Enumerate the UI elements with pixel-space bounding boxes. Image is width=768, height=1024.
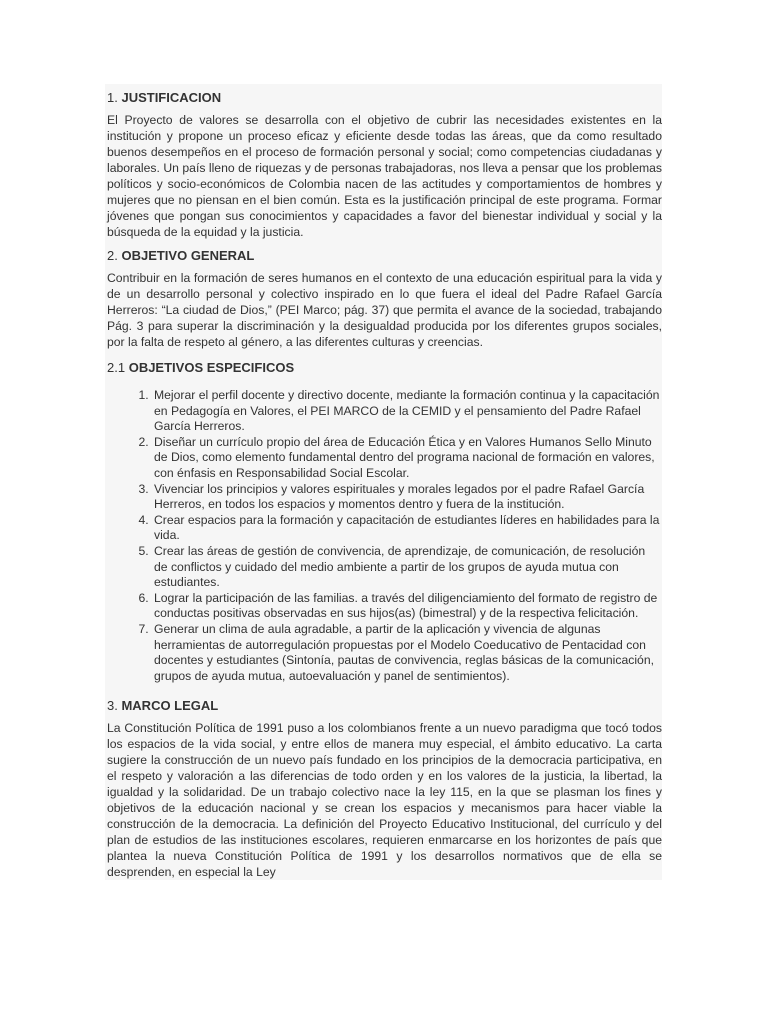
section-number: 3. <box>107 698 118 714</box>
section-title: MARCO LEGAL <box>121 698 219 714</box>
section-number: 1. <box>107 90 118 105</box>
list-item: 2. Diseñar un currículo propio del área de Educación Ética y en Valores Humanos Sello Minuto de Dios, como elemento fundamental dentro del programa nacional de formación en valores, con énfasis en Responsabilidad Social Escolar. <box>152 435 662 482</box>
list-item: 6. Lograr la participación de las familias. a través del diligenciamiento del formato de registro de conductas positivas observadas en sus hijos(as) (bimestral) y de la respectiva felicitación. <box>152 591 662 622</box>
list-item: 5. Crear las áreas de gestión de convivencia, de aprendizaje, de comunicación, de resolución de conflictos y cuidado del medio ambiente a partir de los grupos de ayuda mutua con estudiantes. <box>152 544 662 591</box>
justificacion-paragraph: El Proyecto de valores se desarrolla con el objetivo de cubrir las necesidades existentes en la institución y propone un proceso eficaz y eficiente desde todas las áreas, que da como resultado buenos desempeños en el proceso de formación personal y social; como competencias ciudadanas y laborales. Un país lleno de riquezas y de personas trabajadoras, nos lleva a pensar que los problemas políticos y socio-económicos de Colombia nacen de las actitudes y comportamientos de hombres y mujeres que no piensan en el bien común. Esta es la justificación principal de este programa. Formar jóvenes que pongan sus conocimientos y capacidades a favor del bienestar individual y social y la búsqueda de la equidad y la justicia. <box>107 113 662 239</box>
section-heading-objetivo-general <box>107 248 662 264</box>
section-number: 2. <box>107 248 118 263</box>
section-heading-objetivos-especificos <box>107 360 662 376</box>
list-item: 1. Mejorar el perfil docente y directivo docente, mediante la formación continua y la capacitación en Pedagogía en Valores, el PEI MARCO de la CEMID y el pensamiento del Padre Rafael García Herreros. <box>152 388 662 435</box>
section-heading-justificacion <box>107 90 662 106</box>
section-heading-marco-legal <box>107 698 662 714</box>
list-item: 4. Crear espacios para la formación y capacitación de estudiantes líderes en habilidades para la vida. <box>152 513 662 544</box>
section-number: 2.1 <box>107 360 126 375</box>
section-title: OBJETIVO GENERAL <box>121 248 255 263</box>
document-page <box>105 84 662 880</box>
list-item: 3. Vivenciar los principios y valores espirituales y morales legados por el padre Rafael García Herreros, en todos los espacios y momentos dentro y fuera de la institución. <box>152 482 662 513</box>
marco-legal-paragraph: La Constitución Política de 1991 puso a los colombianos frente a un nuevo paradigma que tocó todos los espacios de la vida social, y entre ellos de manera muy especial, el ámbito educativo. La carta sugiere la construcción de un nuevo país fundado en los principios de la democracia participativa, en el respeto y valoración a las diferencias de todo orden y en los valores de la justicia, la libertad, la igualdad y la solidaridad. De un trabajo colectivo nace la ley 115, en la que se plasman los fines y objetivos de la educación nacional y se crean los espacios y mecanismos para hacer viable la construcción de la democracia. La definición del Proyecto Educativo Institucional, del currículo y del plan de estudios de las instituciones escolares, requieren enmarcarse en los horizontes de país que plantea la nueva Constitución Política de 1991 y los desarrollos normativos que de ella se desprenden, en especial la Ley <box>107 721 662 880</box>
objetivo-general-paragraph: Contribuir en la formación de seres humanos en el contexto de una educación espiritual para la vida y de un desarrollo personal y colectivo inspirado en lo que fuera el ideal del Padre Rafael García Herreros: “La ciudad de Dios,” (PEI Marco; pág. 37) que permita el avance de la sociedad, trabajando Pág. 3 para superar la discriminación y la desigualdad producida por los diferentes grupos sociales, por la falta de respeto al género, a las diferentes culturas y creencias. <box>107 271 662 349</box>
objectives-list <box>105 388 662 684</box>
section-title: OBJETIVOS ESPECIFICOS <box>128 360 295 375</box>
section-title: JUSTIFICACION <box>121 90 222 105</box>
list-item: 7. Generar un clima de aula agradable, a partir de la aplicación y vivencia de algunas herramientas de autorregulación propuestas por el Modelo Coeducativo de Pentacidad con docentes y estudiantes (Sintonía, pautas de convivencia, reglas básicas de la comunicación, grupos de ayuda mutua, autoevaluación y panel de sentimientos). <box>152 622 662 684</box>
